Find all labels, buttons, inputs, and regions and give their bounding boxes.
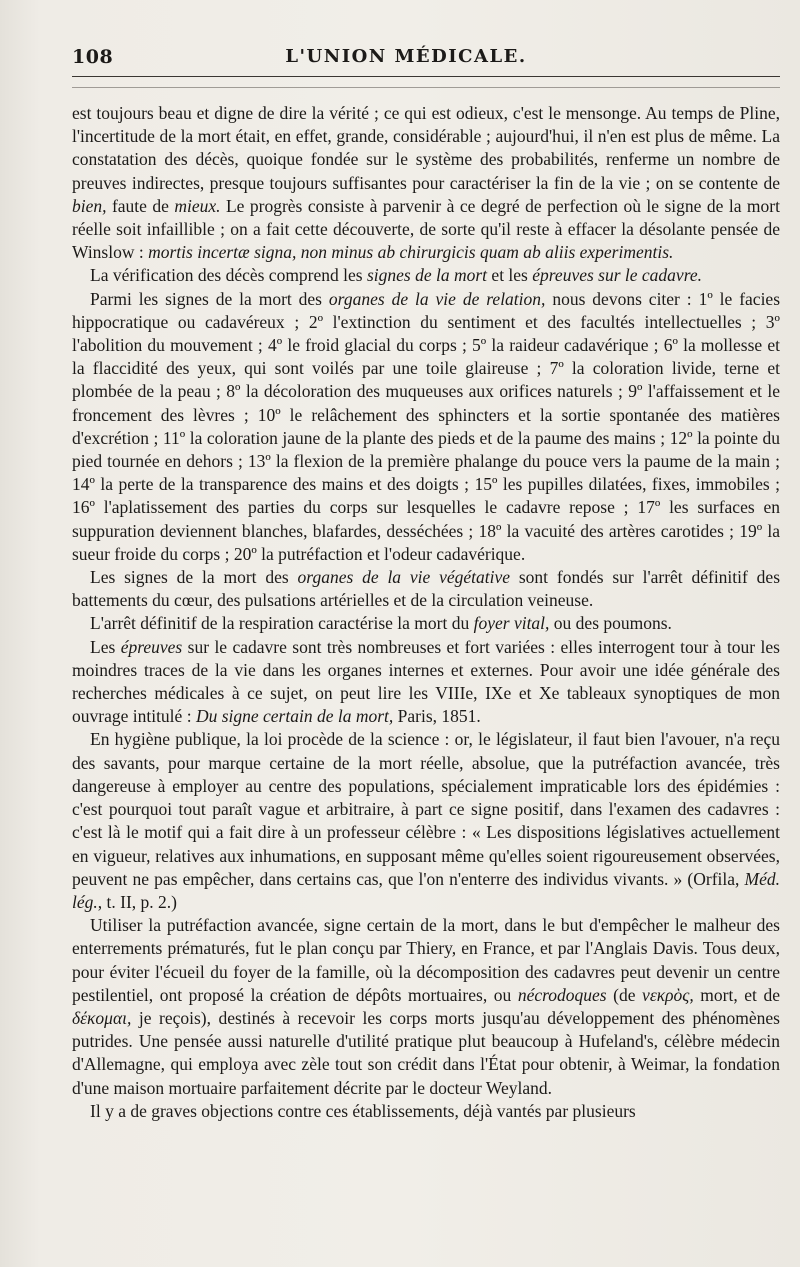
italic-text: νεκρὸς, (642, 984, 694, 1005)
paragraph-p4 (72, 566, 780, 612)
paragraph-p9 (72, 1100, 780, 1123)
text-segment: je reçois), destinés à recevoir les corps morts jusqu'au développement des phénomènes putrides. Une pensée aussi naturelle d'utilité pratique plut beaucoup à Hufeland's, célèbre médecin d'Allemagne, qui employa avec zèle tout son crédit dans l'État pour obtenir, à Weimar, la fondation d'une maison mortuaire parfaitement décrite par le docteur Weyland. (72, 1007, 780, 1098)
text-segment: L'arrêt définitif de la respiration caractérise la mort du (90, 613, 474, 634)
page-header (72, 44, 780, 77)
text-segment: Les (90, 636, 121, 657)
italic-text: foyer vital, (473, 613, 550, 634)
text-segment: Paris, 1851. (393, 706, 481, 727)
paragraph-p7 (72, 728, 780, 914)
italic-text: épreuves sur le cadavre. (532, 265, 703, 286)
italic-text: Méd. lég. (72, 868, 780, 912)
text-segment: mort, et de (693, 984, 780, 1005)
italic-text: organes de la vie de relation, (328, 288, 546, 309)
italic-text: δέκομαι, (72, 1007, 132, 1028)
text-segment: nous devons citer : 1º le facies hippocratique ou cadavéreux ; 2º l'extinction du sentiment et des facultés intellectuelles ; 3º l'abolition du mouvement ; 4º le froid glacial du corps ; 5º la raideur cadavérique ; 6º la mollesse et la flaccidité des yeux, qui sont voilés par une toile glaireuse ; 7º la coloration livide, terne et plombée de la peau ; 8º la décoloration des muqueuses aux orifices naturels ; 9º l'affaissement et le froncement des lèvres ; 10º le relâchement des sphincters et la sortie spontanée des matières d'excrétion ; 11º la coloration jaune de la plante des pieds et de la paume des mains ; 12º la pointe du pied tournée en dehors ; 13º la flexion de la première phalange du pouce vers la paume de la main ; 14º la perte de la transparence des mains et des doigts ; 15º les pupilles dilatées, fixes, immobiles ; 16º l'aplatissement des parties du corps sur lesquelles le cadavre repose ; 17º les surfaces en suppuration deviennent blanches, blafardes, desséchées ; 18º la vacuité des artères carotides ; 19º la sueur froide du corps ; 20º la putréfaction et l'odeur cadavérique. (72, 288, 781, 564)
header-rule (72, 87, 780, 88)
text-segment: Utiliser la putréfaction avancée, signe certain de la mort, dans le but d'empêcher le malheur des enterrements prématurés, fut le plan conçu par Thiery, en France, et par l'Anglais Davis. Tous deux, pour éviter l'écueil du foyer de la famille, où la décomposition des cadavres peut devenir un centre pestilentiel, ont proposé la création de dépôts mortuaires, ou (72, 915, 780, 1005)
italic-text: Du signe certain de la mort, (195, 706, 394, 727)
body-text (72, 102, 780, 1123)
text-segment: sur le cadavre sont très nombreuses et fort variées : elles interrogent tour à tour les moindres traces de la vie dans les organes internes et externes. Pour avoir une idée générale des recherches médicales à ce sujet, on peut lire les VIIIe, IXe et Xe tableaux synoptiques de mon ouvrage intitulé : (72, 636, 780, 727)
italic-text: épreuves (120, 636, 183, 657)
running-title: L'UNION MÉDICALE. (285, 46, 527, 67)
text-segment: faute de (106, 195, 175, 216)
paragraph-p1 (72, 102, 780, 264)
paragraph-p2 (72, 264, 780, 287)
italic-text: organes de la vie végétative (297, 567, 511, 588)
text-segment: et les (487, 265, 533, 286)
text-segment: sont fondés sur l'arrêt définitif des battements du cœur, des pulsations artérielles et de la circulation veineuse. (72, 567, 781, 611)
paragraph-p6 (72, 636, 780, 729)
text-segment: En hygiène publique, la loi procède de la science : or, le législateur, il faut bien l'avouer, n'a reçu des savants, pour marque certaine de la mort réelle, absolue, que la putréfaction avancée, très dangereuse à employer au centre des populations, spécialement impraticable lors des épidémies : c'est pourquoi tout paraît vague et arbitraire, à part ce signe positif, dans l'examen des cadavres : c'est là le motif qui a fait dire à un professeur célèbre : « Les dispositions législatives actuellement en vigueur, relatives aux inhumations, en supposant même qu'elles soient rigoureusement observées, peuvent ne pas empêcher, dans certains cas, que l'on n'enterre des individus vivants. » (Orfila, (72, 729, 780, 889)
italic-text: nécrodoques (517, 984, 607, 1005)
italic-text: mortis incertæ signa, non minus ab chirurgicis quam ab aliis experimentis. (148, 242, 674, 263)
italic-text: bien, (72, 195, 107, 216)
italic-text: mieux. (174, 195, 221, 216)
text-segment: Parmi les signes de la mort des (90, 288, 329, 309)
paragraph-p5 (72, 612, 780, 635)
text-segment: , t. II, p. 2.) (97, 891, 177, 912)
text-segment: Les signes de la mort des (90, 567, 298, 588)
text-segment: Le progrès consiste à parvenir à ce degré de perfection où le signe de la mort réelle soit infaillible ; on a fait cette découverte, de sorte qu'il reste à effacer la désolante pensée de Winslow : (72, 195, 780, 263)
italic-text: signes de la mort (366, 265, 488, 286)
paragraph-p3 (72, 288, 780, 566)
text-segment: (de (606, 984, 643, 1005)
paragraph-p8 (72, 914, 780, 1100)
page-number: 108 (72, 46, 114, 68)
text-segment: est toujours beau et digne de dire la vérité ; ce qui est odieux, c'est le mensonge. Au temps de Pline, l'incertitude de la mort était, en effet, grande, considérable ; aujourd'hui, il n'en est plus de même. La constatation des décès, quoique fondée sur le système des probabilités, renferme un nombre de preuves indirectes, presque toujours suffisantes pour caractériser la fin de la vie ; on se contente de (72, 103, 780, 193)
text-segment: ou des poumons. (549, 613, 672, 634)
text-segment: Il y a de graves objections contre ces établissements, déjà vantés par plusieurs (90, 1100, 636, 1121)
text-segment: La vérification des décès comprend les (90, 265, 367, 286)
